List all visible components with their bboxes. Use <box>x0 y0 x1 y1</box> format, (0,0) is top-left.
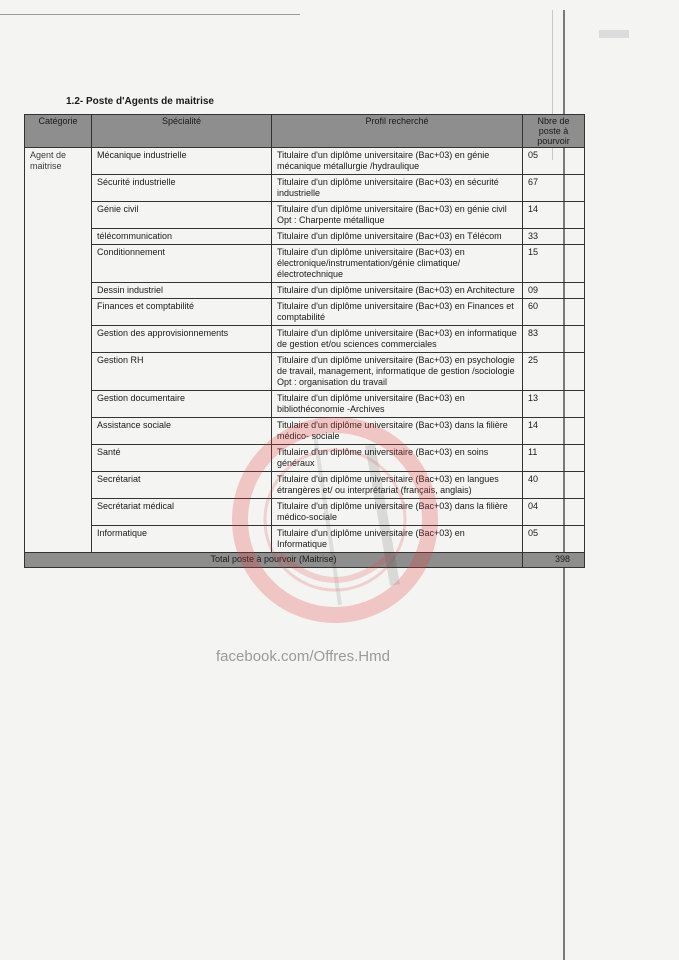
speciality-cell: Sécurité industrielle <box>92 175 272 202</box>
count-cell: 05 <box>523 148 585 175</box>
count-cell: 33 <box>523 229 585 245</box>
profile-cell: Titulaire d'un diplôme universitaire (Bac+03) en électronique/instrumentation/génie climatique/électrotechnique <box>272 245 523 283</box>
table-row <box>25 526 585 553</box>
count-cell: 25 <box>523 353 585 391</box>
count-cell: 14 <box>523 418 585 445</box>
count-cell: 05 <box>523 526 585 553</box>
footer-link[interactable]: facebook.com/Offres.Hmd <box>216 648 390 665</box>
count-cell: 60 <box>523 299 585 326</box>
section-title: 1.2- Poste d'Agents de maitrise <box>66 96 214 107</box>
profile-cell: Titulaire d'un diplôme universitaire (Bac+03) en Télécom <box>272 229 523 245</box>
table-row <box>25 472 585 499</box>
table-row <box>25 202 585 229</box>
profile-cell: Titulaire d'un diplôme universitaire (Bac+03) dans la filière médico- sociale <box>272 418 523 445</box>
speciality-cell: Santé <box>92 445 272 472</box>
speciality-cell: Secrétariat médical <box>92 499 272 526</box>
header-speciality: Spécialité <box>92 115 272 148</box>
table-row <box>25 391 585 418</box>
speciality-cell: Assistance sociale <box>92 418 272 445</box>
speciality-cell: Mécanique industrielle <box>92 148 272 175</box>
count-cell: 14 <box>523 202 585 229</box>
profile-cell: Titulaire d'un diplôme universitaire (Bac+03) en bibliothéconomie -Archives <box>272 391 523 418</box>
count-cell: 04 <box>523 499 585 526</box>
count-cell: 09 <box>523 283 585 299</box>
table-row <box>25 418 585 445</box>
scan-artifact <box>599 30 629 38</box>
profile-cell: Titulaire d'un diplôme universitaire (Bac+03) en psychologie de travail, management, informatique de gestion /sociologie Opt : organisation du travail <box>272 353 523 391</box>
page-edge <box>0 14 300 15</box>
positions-table <box>24 114 585 568</box>
profile-cell: Titulaire d'un diplôme universitaire (Bac+03) en génie mécanique métallurgie /hydraulique <box>272 148 523 175</box>
speciality-cell: Informatique <box>92 526 272 553</box>
table-row <box>25 499 585 526</box>
table-header-row <box>25 115 585 148</box>
speciality-cell: Finances et comptabilité <box>92 299 272 326</box>
speciality-cell: Secrétariat <box>92 472 272 499</box>
profile-cell: Titulaire d'un diplôme universitaire (Bac+03) en informatique de gestion et/ou sciences commerciales <box>272 326 523 353</box>
count-cell: 40 <box>523 472 585 499</box>
table-row <box>25 283 585 299</box>
count-cell: 15 <box>523 245 585 283</box>
speciality-cell: télécommunication <box>92 229 272 245</box>
table-row <box>25 353 585 391</box>
count-cell: 67 <box>523 175 585 202</box>
profile-cell: Titulaire d'un diplôme universitaire (Bac+03) en génie civil Opt : Charpente métallique <box>272 202 523 229</box>
count-cell: 83 <box>523 326 585 353</box>
speciality-cell: Gestion documentaire <box>92 391 272 418</box>
profile-cell: Titulaire d'un diplôme universitaire (Bac+03) en langues étrangères et/ ou interprétariat (français, anglais) <box>272 472 523 499</box>
total-label: Total poste à pourvoir (Maitrise) <box>25 553 523 568</box>
profile-cell: Titulaire d'un diplôme universitaire (Bac+03) en sécurité industrielle <box>272 175 523 202</box>
count-cell: 11 <box>523 445 585 472</box>
profile-cell: Titulaire d'un diplôme universitaire (Bac+03) en Architecture <box>272 283 523 299</box>
speciality-cell: Dessin industriel <box>92 283 272 299</box>
profile-cell: Titulaire d'un diplôme universitaire (Bac+03) en Finances et comptabilité <box>272 299 523 326</box>
header-category: Catégorie <box>25 115 92 148</box>
profile-cell: Titulaire d'un diplôme universitaire (Bac+03) en Informatique <box>272 526 523 553</box>
total-row <box>25 553 585 568</box>
header-profile: Profil recherché <box>272 115 523 148</box>
speciality-cell: Conditionnement <box>92 245 272 283</box>
table-row <box>25 245 585 283</box>
header-count: Nbre de poste à pourvoir <box>523 115 585 148</box>
profile-cell: Titulaire d'un diplôme universitaire (Bac+03) en soins généraux <box>272 445 523 472</box>
profile-cell: Titulaire d'un diplôme universitaire (Bac+03) dans la filière médico-sociale <box>272 499 523 526</box>
count-cell: 13 <box>523 391 585 418</box>
table-row <box>25 326 585 353</box>
speciality-cell: Gestion des approvisionnements <box>92 326 272 353</box>
category-cell: Agent de maitrise <box>25 148 92 553</box>
table-row <box>25 175 585 202</box>
table-row <box>25 299 585 326</box>
table-row <box>25 445 585 472</box>
total-count: 398 <box>523 553 585 568</box>
speciality-cell: Gestion RH <box>92 353 272 391</box>
table-row <box>25 229 585 245</box>
table-row <box>25 148 585 175</box>
speciality-cell: Génie civil <box>92 202 272 229</box>
